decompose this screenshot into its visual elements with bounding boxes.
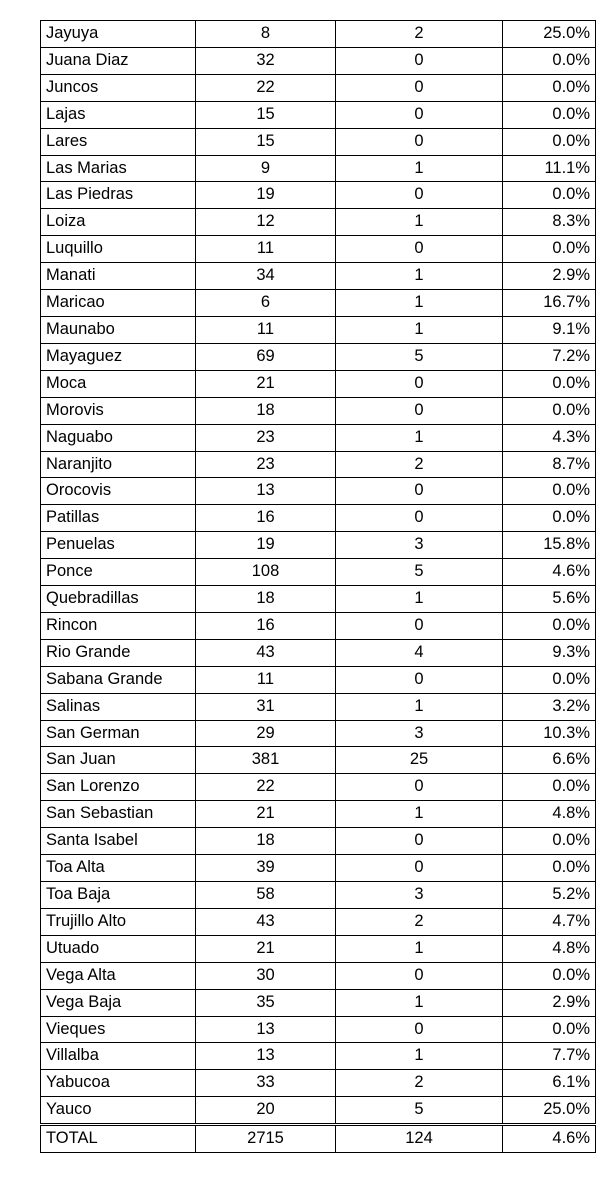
positive-cell: 0 [336, 855, 503, 882]
table-row [41, 128, 596, 155]
municipality-cell: Vieques [41, 1016, 196, 1043]
total-positive: 124 [336, 1125, 503, 1153]
table-row [41, 397, 596, 424]
municipality-cell: Patillas [41, 505, 196, 532]
municipality-cell: Mayaguez [41, 343, 196, 370]
percent-cell: 0.0% [503, 505, 596, 532]
total-cell: 29 [196, 720, 336, 747]
percent-cell: 0.0% [503, 774, 596, 801]
percent-cell: 0.0% [503, 47, 596, 74]
table-row [41, 774, 596, 801]
table-row [41, 882, 596, 909]
municipality-cell: Juana Diaz [41, 47, 196, 74]
positive-cell: 1 [336, 209, 503, 236]
municipality-cell: Morovis [41, 397, 196, 424]
percent-cell: 10.3% [503, 720, 596, 747]
total-cell: 108 [196, 559, 336, 586]
table-row [41, 1097, 596, 1125]
total-cell: 22 [196, 774, 336, 801]
percent-cell: 0.0% [503, 397, 596, 424]
percent-cell: 4.8% [503, 935, 596, 962]
municipality-cell: Naguabo [41, 424, 196, 451]
table-row [41, 1043, 596, 1070]
municipality-cell: Santa Isabel [41, 828, 196, 855]
percent-cell: 0.0% [503, 101, 596, 128]
municipality-cell: Loiza [41, 209, 196, 236]
table-row [41, 801, 596, 828]
municipality-cell: Toa Alta [41, 855, 196, 882]
percent-cell: 4.7% [503, 908, 596, 935]
positive-cell: 5 [336, 1097, 503, 1125]
table-row [41, 962, 596, 989]
table-row [41, 47, 596, 74]
table-row [41, 424, 596, 451]
table-row [41, 182, 596, 209]
total-cell: 21 [196, 801, 336, 828]
municipality-cell: Maunabo [41, 316, 196, 343]
positive-cell: 5 [336, 343, 503, 370]
positive-cell: 0 [336, 666, 503, 693]
table-row [41, 828, 596, 855]
municipality-cell: Orocovis [41, 478, 196, 505]
municipality-cell: Manati [41, 263, 196, 290]
positive-cell: 1 [336, 989, 503, 1016]
percent-cell: 7.2% [503, 343, 596, 370]
percent-cell: 6.1% [503, 1070, 596, 1097]
table-row [41, 693, 596, 720]
total-cell: 21 [196, 370, 336, 397]
total-cell: 30 [196, 962, 336, 989]
table-row [41, 908, 596, 935]
total-label: TOTAL [41, 1125, 196, 1153]
percent-cell: 0.0% [503, 1016, 596, 1043]
total-cell: 11 [196, 236, 336, 263]
positive-cell: 2 [336, 908, 503, 935]
municipality-cell: Vega Alta [41, 962, 196, 989]
total-percent: 4.6% [503, 1125, 596, 1153]
percent-cell: 2.9% [503, 989, 596, 1016]
municipality-cell: San Sebastian [41, 801, 196, 828]
percent-cell: 25.0% [503, 21, 596, 48]
total-cell: 8 [196, 21, 336, 48]
percent-cell: 15.8% [503, 532, 596, 559]
percent-cell: 9.1% [503, 316, 596, 343]
total-cell: 23 [196, 451, 336, 478]
total-cell: 22 [196, 74, 336, 101]
municipality-cell: Juncos [41, 74, 196, 101]
positive-cell: 4 [336, 639, 503, 666]
total-cell: 18 [196, 586, 336, 613]
total-cell: 31 [196, 693, 336, 720]
total-cell: 15 [196, 128, 336, 155]
municipality-cell: Luquillo [41, 236, 196, 263]
municipality-cell: Salinas [41, 693, 196, 720]
positive-cell: 0 [336, 1016, 503, 1043]
total-cell: 23 [196, 424, 336, 451]
municipality-cell: Lares [41, 128, 196, 155]
total-cell: 16 [196, 505, 336, 532]
total-cell: 33 [196, 1070, 336, 1097]
municipality-cell: Yauco [41, 1097, 196, 1125]
total-count: 2715 [196, 1125, 336, 1153]
table-row [41, 316, 596, 343]
municipality-cell: Quebradillas [41, 586, 196, 613]
percent-cell: 7.7% [503, 1043, 596, 1070]
municipality-cell: Vega Baja [41, 989, 196, 1016]
total-cell: 19 [196, 532, 336, 559]
positive-cell: 1 [336, 316, 503, 343]
percent-cell: 25.0% [503, 1097, 596, 1125]
percent-cell: 8.3% [503, 209, 596, 236]
table-row [41, 1070, 596, 1097]
total-cell: 20 [196, 1097, 336, 1125]
percent-cell: 5.6% [503, 586, 596, 613]
percent-cell: 3.2% [503, 693, 596, 720]
municipality-cell: Rio Grande [41, 639, 196, 666]
percent-cell: 0.0% [503, 666, 596, 693]
percent-cell: 4.3% [503, 424, 596, 451]
positive-cell: 1 [336, 801, 503, 828]
percent-cell: 4.6% [503, 559, 596, 586]
percent-cell: 11.1% [503, 155, 596, 182]
total-cell: 34 [196, 263, 336, 290]
table-row [41, 370, 596, 397]
total-cell: 43 [196, 908, 336, 935]
table-row [41, 720, 596, 747]
municipality-cell: San Juan [41, 747, 196, 774]
positive-cell: 0 [336, 612, 503, 639]
percent-cell: 8.7% [503, 451, 596, 478]
positive-cell: 25 [336, 747, 503, 774]
municipality-cell: Yabucoa [41, 1070, 196, 1097]
positive-cell: 0 [336, 774, 503, 801]
total-cell: 6 [196, 290, 336, 317]
total-cell: 19 [196, 182, 336, 209]
table-row [41, 639, 596, 666]
percent-cell: 16.7% [503, 290, 596, 317]
table-row [41, 290, 596, 317]
positive-cell: 2 [336, 451, 503, 478]
table-row [41, 612, 596, 639]
percent-cell: 4.8% [503, 801, 596, 828]
municipality-cell: Maricao [41, 290, 196, 317]
total-cell: 13 [196, 478, 336, 505]
municipality-cell: Lajas [41, 101, 196, 128]
municipality-cell: Moca [41, 370, 196, 397]
table-row [41, 451, 596, 478]
positive-cell: 0 [336, 478, 503, 505]
table-row [41, 666, 596, 693]
total-cell: 15 [196, 101, 336, 128]
positive-cell: 3 [336, 532, 503, 559]
table-row [41, 935, 596, 962]
positive-cell: 0 [336, 962, 503, 989]
table-row [41, 559, 596, 586]
positive-cell: 1 [336, 424, 503, 451]
positive-cell: 0 [336, 397, 503, 424]
percent-cell: 9.3% [503, 639, 596, 666]
total-cell: 58 [196, 882, 336, 909]
percent-cell: 6.6% [503, 747, 596, 774]
total-cell: 43 [196, 639, 336, 666]
table-row [41, 1016, 596, 1043]
municipality-cell: Ponce [41, 559, 196, 586]
total-cell: 39 [196, 855, 336, 882]
positive-cell: 0 [336, 370, 503, 397]
percent-cell: 0.0% [503, 370, 596, 397]
positive-cell: 1 [336, 1043, 503, 1070]
table-row [41, 586, 596, 613]
table-row [41, 478, 596, 505]
table-row [41, 101, 596, 128]
percent-cell: 0.0% [503, 74, 596, 101]
total-cell: 16 [196, 612, 336, 639]
municipality-cell: San German [41, 720, 196, 747]
total-cell: 18 [196, 828, 336, 855]
total-cell: 381 [196, 747, 336, 774]
positive-cell: 1 [336, 155, 503, 182]
municipality-cell: Las Marias [41, 155, 196, 182]
positive-cell: 2 [336, 21, 503, 48]
table-row [41, 155, 596, 182]
table-row [41, 74, 596, 101]
municipality-cell: Trujillo Alto [41, 908, 196, 935]
municipality-cell: Villalba [41, 1043, 196, 1070]
table-row [41, 21, 596, 48]
total-cell: 13 [196, 1043, 336, 1070]
percent-cell: 0.0% [503, 612, 596, 639]
municipality-cell: Sabana Grande [41, 666, 196, 693]
total-cell: 9 [196, 155, 336, 182]
positive-cell: 2 [336, 1070, 503, 1097]
positive-cell: 3 [336, 720, 503, 747]
positive-cell: 5 [336, 559, 503, 586]
percent-cell: 2.9% [503, 263, 596, 290]
total-cell: 11 [196, 666, 336, 693]
positive-cell: 1 [336, 935, 503, 962]
total-cell: 32 [196, 47, 336, 74]
table-row [41, 532, 596, 559]
total-cell: 35 [196, 989, 336, 1016]
table-row [41, 747, 596, 774]
positive-cell: 0 [336, 828, 503, 855]
municipality-cell: Jayuya [41, 21, 196, 48]
municipality-cell: San Lorenzo [41, 774, 196, 801]
percent-cell: 0.0% [503, 828, 596, 855]
positive-cell: 0 [336, 101, 503, 128]
positive-cell: 0 [336, 128, 503, 155]
total-cell: 11 [196, 316, 336, 343]
table-row [41, 505, 596, 532]
total-cell: 21 [196, 935, 336, 962]
municipality-cell: Penuelas [41, 532, 196, 559]
percent-cell: 0.0% [503, 128, 596, 155]
positive-cell: 1 [336, 263, 503, 290]
positive-cell: 0 [336, 74, 503, 101]
total-cell: 12 [196, 209, 336, 236]
total-row [41, 1125, 596, 1153]
positive-cell: 3 [336, 882, 503, 909]
percent-cell: 5.2% [503, 882, 596, 909]
table-row [41, 989, 596, 1016]
municipality-table [40, 20, 596, 1153]
percent-cell: 0.0% [503, 855, 596, 882]
table-row [41, 263, 596, 290]
municipality-cell: Utuado [41, 935, 196, 962]
positive-cell: 0 [336, 505, 503, 532]
municipality-cell: Naranjito [41, 451, 196, 478]
municipality-cell: Toa Baja [41, 882, 196, 909]
table-body [41, 21, 596, 1125]
positive-cell: 0 [336, 236, 503, 263]
municipality-cell: Las Piedras [41, 182, 196, 209]
table-row [41, 343, 596, 370]
percent-cell: 0.0% [503, 478, 596, 505]
percent-cell: 0.0% [503, 182, 596, 209]
total-cell: 69 [196, 343, 336, 370]
total-cell: 18 [196, 397, 336, 424]
table-row [41, 855, 596, 882]
percent-cell: 0.0% [503, 962, 596, 989]
total-cell: 13 [196, 1016, 336, 1043]
spreadsheet [40, 20, 590, 1153]
positive-cell: 1 [336, 290, 503, 317]
positive-cell: 0 [336, 47, 503, 74]
positive-cell: 1 [336, 693, 503, 720]
table-row [41, 209, 596, 236]
positive-cell: 0 [336, 182, 503, 209]
municipality-cell: Rincon [41, 612, 196, 639]
percent-cell: 0.0% [503, 236, 596, 263]
table-row [41, 236, 596, 263]
positive-cell: 1 [336, 586, 503, 613]
